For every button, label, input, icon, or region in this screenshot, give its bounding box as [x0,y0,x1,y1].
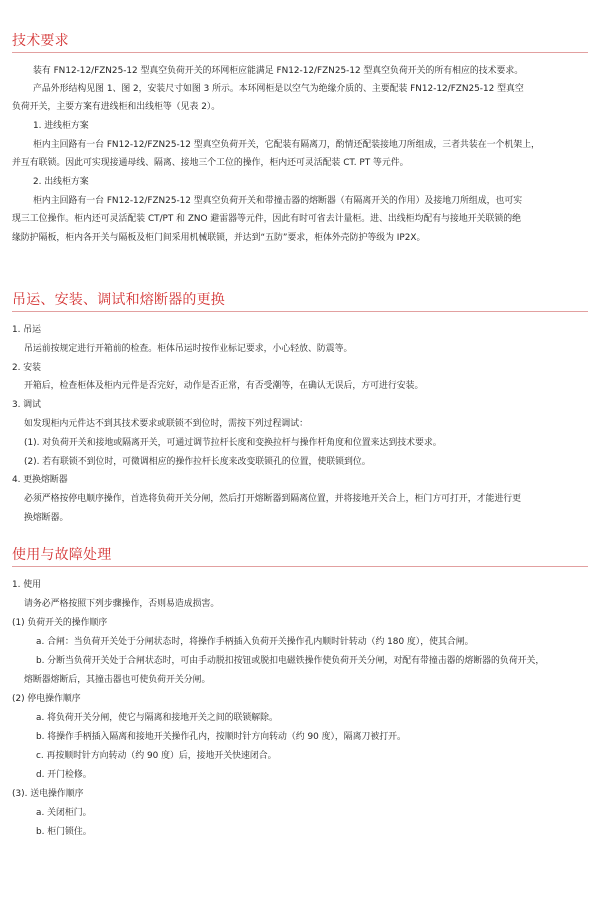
paragraph-line: 柜内主回路有一台 FN12-12/FZN25-12 型真空负荷开关和带撞击器的熔断器（有隔离开关的作用）及接地刀所组成，也可实 [33,196,523,206]
subsection-title: (3). 送电操作顺序 [12,789,84,799]
paragraph-line: 柜内主回路有一台 FN12-12/FZN25-12 型真空负荷开关，它配装有隔离刀，酌情还配装接地刀所组成，三者共装在一个机架上， [33,140,540,150]
paragraph-line: 换熔断器。 [24,513,69,523]
subsection-title: 2. 出线柜方案 [33,177,89,187]
paragraph-line: 熔断器熔断后，其撞击器也可使负荷开关分闸。 [24,675,211,685]
list-item: c. 再按顺时针方向转动（约 90 度）后，接地开关快速闭合。 [36,751,277,761]
paragraph-line: 产品外形结构见图 1、图 2，安装尺寸如图 3 所示。本环网柜是以空气为绝缘介质的、主要配装 FN12-12/FZN25-12 型真空 [33,84,524,94]
subsection-title: 1. 吊运 [12,325,42,335]
list-item: d. 开门检修。 [36,770,92,780]
subsection-title: 1. 使用 [12,580,42,590]
section-divider [12,566,588,567]
list-item: a. 将负荷开关分闸，使它与隔离和接地开关之间的联锁解除。 [36,713,278,723]
section-title-usage: 使用与故障处理 [12,547,112,563]
subsection-title: (2) 停电操作顺序 [12,694,81,704]
section-divider [12,311,588,312]
paragraph-line: 缘防护隔板，柜内各开关与隔板及柜门间采用机械联锁，并达到“五防”要求，柜体外壳防护等级为 IP2X。 [12,233,426,243]
list-item: (1). 对负荷开关和接地或隔离开关，可通过调节拉杆长度和变换拉杆与操作杆角度和位置来达到技术要求。 [24,438,442,448]
subsection-title: 4. 更换熔断器 [12,475,68,485]
section-divider [12,52,588,53]
list-item: a. 关闭柜门。 [36,808,92,818]
list-item: b. 柜门锁住。 [36,827,92,837]
paragraph-line: 请务必严格按照下列步骤操作，否则易造成损害。 [24,599,220,609]
paragraph-line: 如发现柜内元件达不到其技术要求或联锁不到位时，需按下列过程调试： [24,419,308,429]
subsection-title: 3. 调试 [12,400,42,410]
section-title-tech: 技术要求 [12,33,69,49]
paragraph-line: 开箱后，检查柜体及柜内元件是否完好，动作是否正常，有否受潮等，在确认无误后，方可进行安装。 [24,381,424,391]
list-item: b. 分断当负荷开关处于合闸状态时，可由手动脱扣按钮或脱扣电磁铁操作使负荷开关分闸，对配有带撞击器的熔断器的负荷开关， [36,656,545,666]
list-item: b. 将操作手柄插入隔离和接地开关操作孔内，按顺时针方向转动（约 90 度），隔离刀被打开。 [36,732,406,742]
paragraph-line: 吊运前按规定进行开箱前的检查。柜体吊运时按作业标记要求，小心轻放、防震等。 [24,344,353,354]
subsection-title: 1. 进线柜方案 [33,121,89,131]
paragraph-line: 负荷开关，主要方案有进线柜和出线柜等（见表 2）。 [12,102,221,112]
section-title-install: 吊运、安装、调试和熔断器的更换 [12,292,225,308]
list-item: (2). 若有联锁不到位时，可微调相应的操作拉杆长度来改变联锁孔的位置，使联锁到位。 [24,457,371,467]
paragraph-line: 现三工位操作。柜内还可灵活配装 CT/PT 和 ZNO 避雷器等元件，因此有时可省去计量柜。进、出线柜均配有与接地开关联锁的绝 [12,214,521,224]
subsection-title: 2. 安装 [12,363,42,373]
paragraph-line: 并互有联锁。因此可实现接通母线、隔离、接地三个工位的操作，柜内还可灵活配装 CT. PT 等元件。 [12,158,409,168]
paragraph-line: 装有 FN12-12/FZN25-12 型真空负荷开关的环网柜应能满足 FN12-12/FZN25-12 型真空负荷开关的所有相应的技术要求。 [33,66,524,76]
paragraph-line: 必须严格按停电顺序操作，首选将负荷开关分闸，然后打开熔断器到隔离位置，并将接地开关合上，柜门方可打开，才能进行更 [24,494,521,504]
subsection-title: (1) 负荷开关的操作顺序 [12,618,108,628]
list-item: a. 合闸：当负荷开关处于分闸状态时，将操作手柄插入负荷开关操作孔内顺时针转动（约 180 度），使其合闸。 [36,637,474,647]
